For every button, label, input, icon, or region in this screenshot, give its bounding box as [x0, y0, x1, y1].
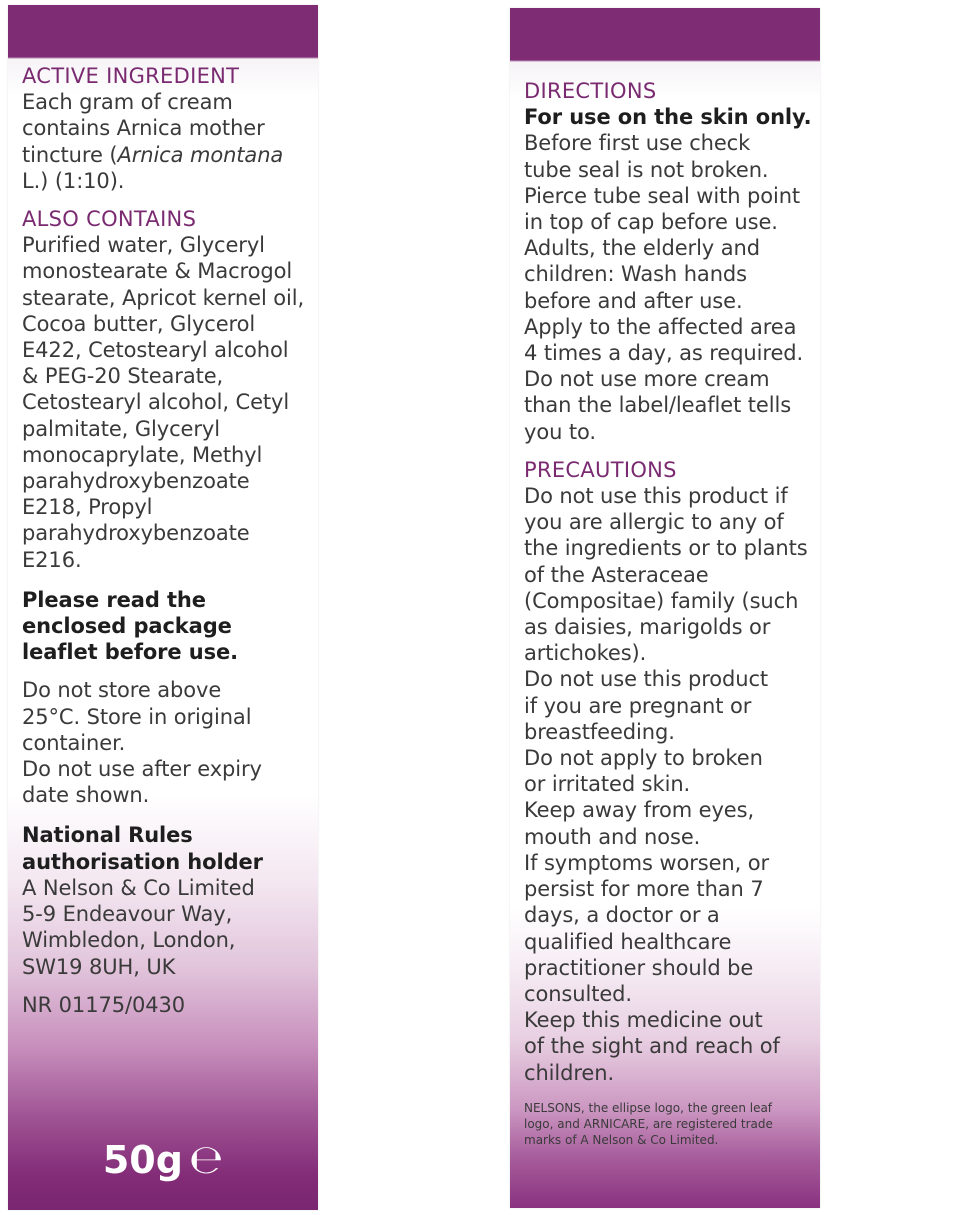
- allergy-text: Do not use this product if you are allergic to any of the ingredients or to plants of the Asteraceae (Compositae) family (such as daisies, marigolds or artichokes).: [524, 484, 808, 666]
- children-text: Keep this medicine out of the sight and reach of children.: [524, 1008, 780, 1085]
- precautions-heading: PRECAUTIONS: [524, 457, 677, 482]
- pierce-text: Pierce tube seal with point in top of cap before use.: [524, 183, 801, 235]
- left-panel-content: [22, 63, 312, 1018]
- right-carton-panel: [510, 8, 820, 1208]
- right-panel-content: [524, 78, 814, 1148]
- leaflet-notice: Please read the enclosed package leaflet before use.: [22, 587, 239, 665]
- pregnancy-text: Do not use this product if you are pregnant or breastfeeding.: [524, 667, 769, 744]
- left-carton-panel: [8, 5, 318, 1210]
- expiry-text: Do not use after expiry date shown.: [22, 757, 262, 808]
- trademark-notice: NELSONS, the ellipse logo, the green leaf logo, and ARNICARE, are registered trade marks of A Nelson & Co Limited.: [524, 1100, 773, 1147]
- estimated-sign-icon: ℮: [188, 1137, 224, 1183]
- active-ingredient-heading: ACTIVE INGREDIENT: [22, 64, 240, 88]
- storage-text: Do not store above 25°C. Store in original container.: [22, 678, 252, 755]
- frequency-text: Apply to the affected area 4 times a day, as required.: [524, 314, 804, 366]
- nr-number: NR 01175/0430: [22, 992, 185, 1017]
- eyes-text: Keep away from eyes, mouth and nose.: [524, 798, 755, 849]
- directions-heading: DIRECTIONS: [524, 79, 657, 103]
- worsen-text: If symptoms worsen, or persist for more than 7 days, a doctor or a qualified healthcare practitioner should be consulted.: [524, 850, 770, 1006]
- address-line-1: 5-9 Endeavour Way,: [22, 902, 233, 927]
- also-contains-text: Purified water, Glyceryl monostearate & Macrogol stearate, Apricot kernel oil, Cocoa butter, Glycerol E422, Cetostearyl alcohol & PEG-20 Stearate, Cetostearyl alcohol, Cetyl palmitate, Glyceryl monocaprylate, Methyl parahydroxybenzoate E218, Propyl parahydroxybenzoate E216.: [22, 233, 305, 572]
- net-weight: 50g: [102, 1138, 183, 1182]
- broken-skin-text: Do not apply to broken or irritated skin.: [524, 746, 763, 797]
- skin-only-text: For use on the skin only.: [524, 105, 812, 130]
- authorisation-label: National Rules authorisation holder: [22, 823, 263, 874]
- address-line-3: SW19 8UH, UK: [22, 954, 176, 979]
- latin-name: Arnica montana: [117, 142, 284, 167]
- active-ingredient-text: Each gram of cream contains Arnica mother tincture (Arnica montana L.) (1:10).: [22, 90, 284, 193]
- company-name: A Nelson & Co Limited: [22, 875, 255, 900]
- seal-check-text: Before first use check tube seal is not broken.: [524, 131, 769, 182]
- usage-text: Adults, the elderly and children: Wash hands before and after use.: [524, 236, 760, 313]
- net-weight-mark: [8, 1137, 318, 1183]
- address-line-2: Wimbledon, London,: [22, 928, 236, 953]
- also-contains-heading: ALSO CONTAINS: [22, 207, 197, 232]
- limit-text: Do not use more cream than the label/leaflet tells you to.: [524, 367, 792, 444]
